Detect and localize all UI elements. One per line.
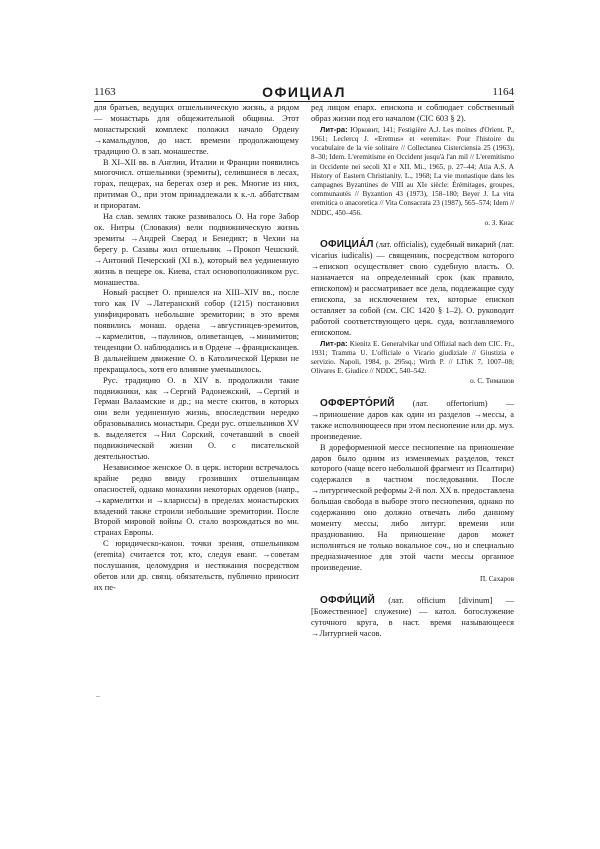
page-header — [94, 86, 514, 102]
literature-text: Kienitz E. Generalvikar und Offizial nach dem CIC. Fr., 1931; Tramma U. L'officiale o Vicario giudiziale // Giustizia e servizio. Napoli, 1984, p. 295sq.; Wirth P. // LThK 7, 1007–08; Olivares E. Giudice // NDDC, 540–542. — [311, 339, 514, 376]
header-rule — [94, 101, 514, 102]
literature-block — [311, 125, 514, 218]
paragraph: Независимое женское О. в церк. истории встречалось крайне редко ввиду грозивших отшельницам опасностей, однако монахини некоторых орденов (напр., →кармелитки и →клариссы) в пределах монастырских владений также строили небольшие эремитории. После Второй мировой войны О. стало возрождаться во мн. странах Европы. — [94, 462, 299, 538]
running-title: ОФИЦИАЛ — [262, 84, 346, 100]
literature-label: Лит-ра: — [320, 338, 348, 348]
page-number-left: 1163 — [94, 86, 116, 98]
entry-headword: ОФФЕРТО́РИЙ — [320, 398, 395, 409]
literature-label: Лит-ра: — [320, 124, 348, 134]
paragraph: для братьев, ведущих отшельническую жизнь, а рядом — монастырь для общежительной общины. Этот монастырский комплекс положил начало Ордену →камальдулов, до наст. времени продолжающему традицию О. в зап. монашестве. — [94, 103, 299, 156]
entry-headword: ОФИЦИА́Л — [320, 239, 374, 251]
entry-text: (лат. officialis), судебный викарий (лат. vicarius iudicalis) — священник, посредством которого →епископ осуществляет свою судебную власть. О. назначается на определенный срок (как правило, епископом) и рассматривает все дела, подлежащие суду епископа, за исключением тех, которые епископ оставляет за собой (см. CIC 1420 § 1–2). О. руководит работой соответствующего церк. суда, возглавляемого епископом. — [311, 240, 514, 337]
paragraph: В XI–XII вв. в Англии, Италии и Франции появились многочисл. отшельники (эремиты), селившиеся в лесах, горах, пещерах, на берегах озер и рек. Многие из них, притимая О., при этом принадлежали к к.-л. аббатствам и приоратам. — [94, 157, 299, 211]
author-signature: о. С. Тимашов — [470, 377, 514, 386]
paragraph: С юридическо-канон. точки зрения, отшельником (eremita) считается тот, кто, следуя еванг. →советам послушания, целомудрия и нестяжания посредством обетов или др. связц. обязательств, публично приносит их пе- — [94, 539, 299, 592]
paragraph: В дореформенной мессе песнопение на приношение даров было одним из изменяемых разделов, текст которого (чаще всего небольшой фрагмент из Псалтири) содержался в частном последовании. После →литургической реформы 2-й пол. XX в. предоставлена большая свобода в выборе этого песнопения, однако по содержанию оно должно отвечать либо данному моменту мессы, либо литург. времени или празднованию. На приношение даров может исполняться не только вокальное соч., но и специально предназначенное для этой части мессы органное произведение. — [311, 442, 514, 572]
right-column — [311, 103, 514, 640]
entry-headword: ОФФИ́ЦИЙ — [320, 595, 375, 607]
left-column — [94, 103, 299, 594]
paragraph: На слав. землях также развивалось О. На горе Забор ок. Нитры (Словакия) вели подвижническую жизнь эремиты →Андрей Сверад и Бенедикт; в Чехии на берегу р. Сазавы жил отшельник →Прокоп Чешский. →Антоний Печерский (XI в.), который вел уединенную жизнь в пещере ок. Киева, стал основоположником рус. монашества. — [94, 212, 299, 287]
paragraph: Новый расцвет О. пришелся на XIII–XIV вв., после того как IV →Латеранский собор (1215) постановил унифицировать небольшие эремитории; в это время появились монаш. ордена →августинцев-эремитов, →кармелитов, →паулинов, оливетанцев, →минимитов; тенденции О. наблюдались и в Ордене →францисканцев. В дальнейшем движение О. в Католической Церкви не прекращалось, хотя его влияние уменьшилось. — [94, 288, 299, 374]
author-signature: о. З. Киас — [484, 218, 514, 227]
literature-text: Юрковит, 141; Festigière A.J. Les moines d'Orient. P., 1961; Leclercq J. «Eremus» et «eremita»: Pour l'histoire du vocabulaire de la vie solitaire // Collectanea Cisterciensia 25 (1963), 8–30; Idem. L'eremitisme en Occident jusqu'à l'an mil // L'eremitismo in Occidente nei secoli XI e XII. Mi., 1965, p. 27–44; Atia A.S. A History of Eastern Christianity. L., 1968; La vie monastique dans les campagnes Byzantines de VIII au XIe siècle: Érémitages, groupes, communautés // Byzantion 43 (1973), 158–180; Beyer J. La vita eremitica o anacoretica // Vita Consacrata 23 (1987), 565–574; Idem // NDDC, 450–456. — [311, 125, 514, 217]
author-signature: П. Сахаров — [479, 574, 514, 583]
entry-text: (лат. offertorium) — →приношение даров как один из разделов →мессы, а также исполняющееся при этом песнопение или др. муз. произведение. — [311, 399, 514, 441]
entry-officium — [311, 596, 514, 640]
entry-text: (лат. officium [divinum] — [Божественное] служение) — катол. богослужение суточного круга, в наст. время называющееся →Литургией часов. — [311, 596, 514, 638]
scan-mark — [96, 696, 100, 697]
literature-block — [311, 339, 514, 377]
entry-offertorium — [311, 399, 514, 443]
paragraph: Рус. традицию О. в XIV в. продолжили такие подвижники, как →Сергий Радонежский, →Сергий и Герман Валаамские и др.; на месте скитов, в которых они вели уединенную жизнь, впоследствии нередко образовывались монастыри. Среди рус. отшельников XV в. выделяется →Нил Сорский, сочетавший в своей подвижнической жизни О. с писательской деятельностью. — [94, 375, 299, 461]
paragraph: ред лицом епарх. епископа и соблюдает собственный образ жизни под его началом (CIC 603 § 2). — [311, 103, 514, 123]
page-number-right: 1164 — [492, 86, 514, 98]
entry-officialis — [311, 240, 514, 338]
